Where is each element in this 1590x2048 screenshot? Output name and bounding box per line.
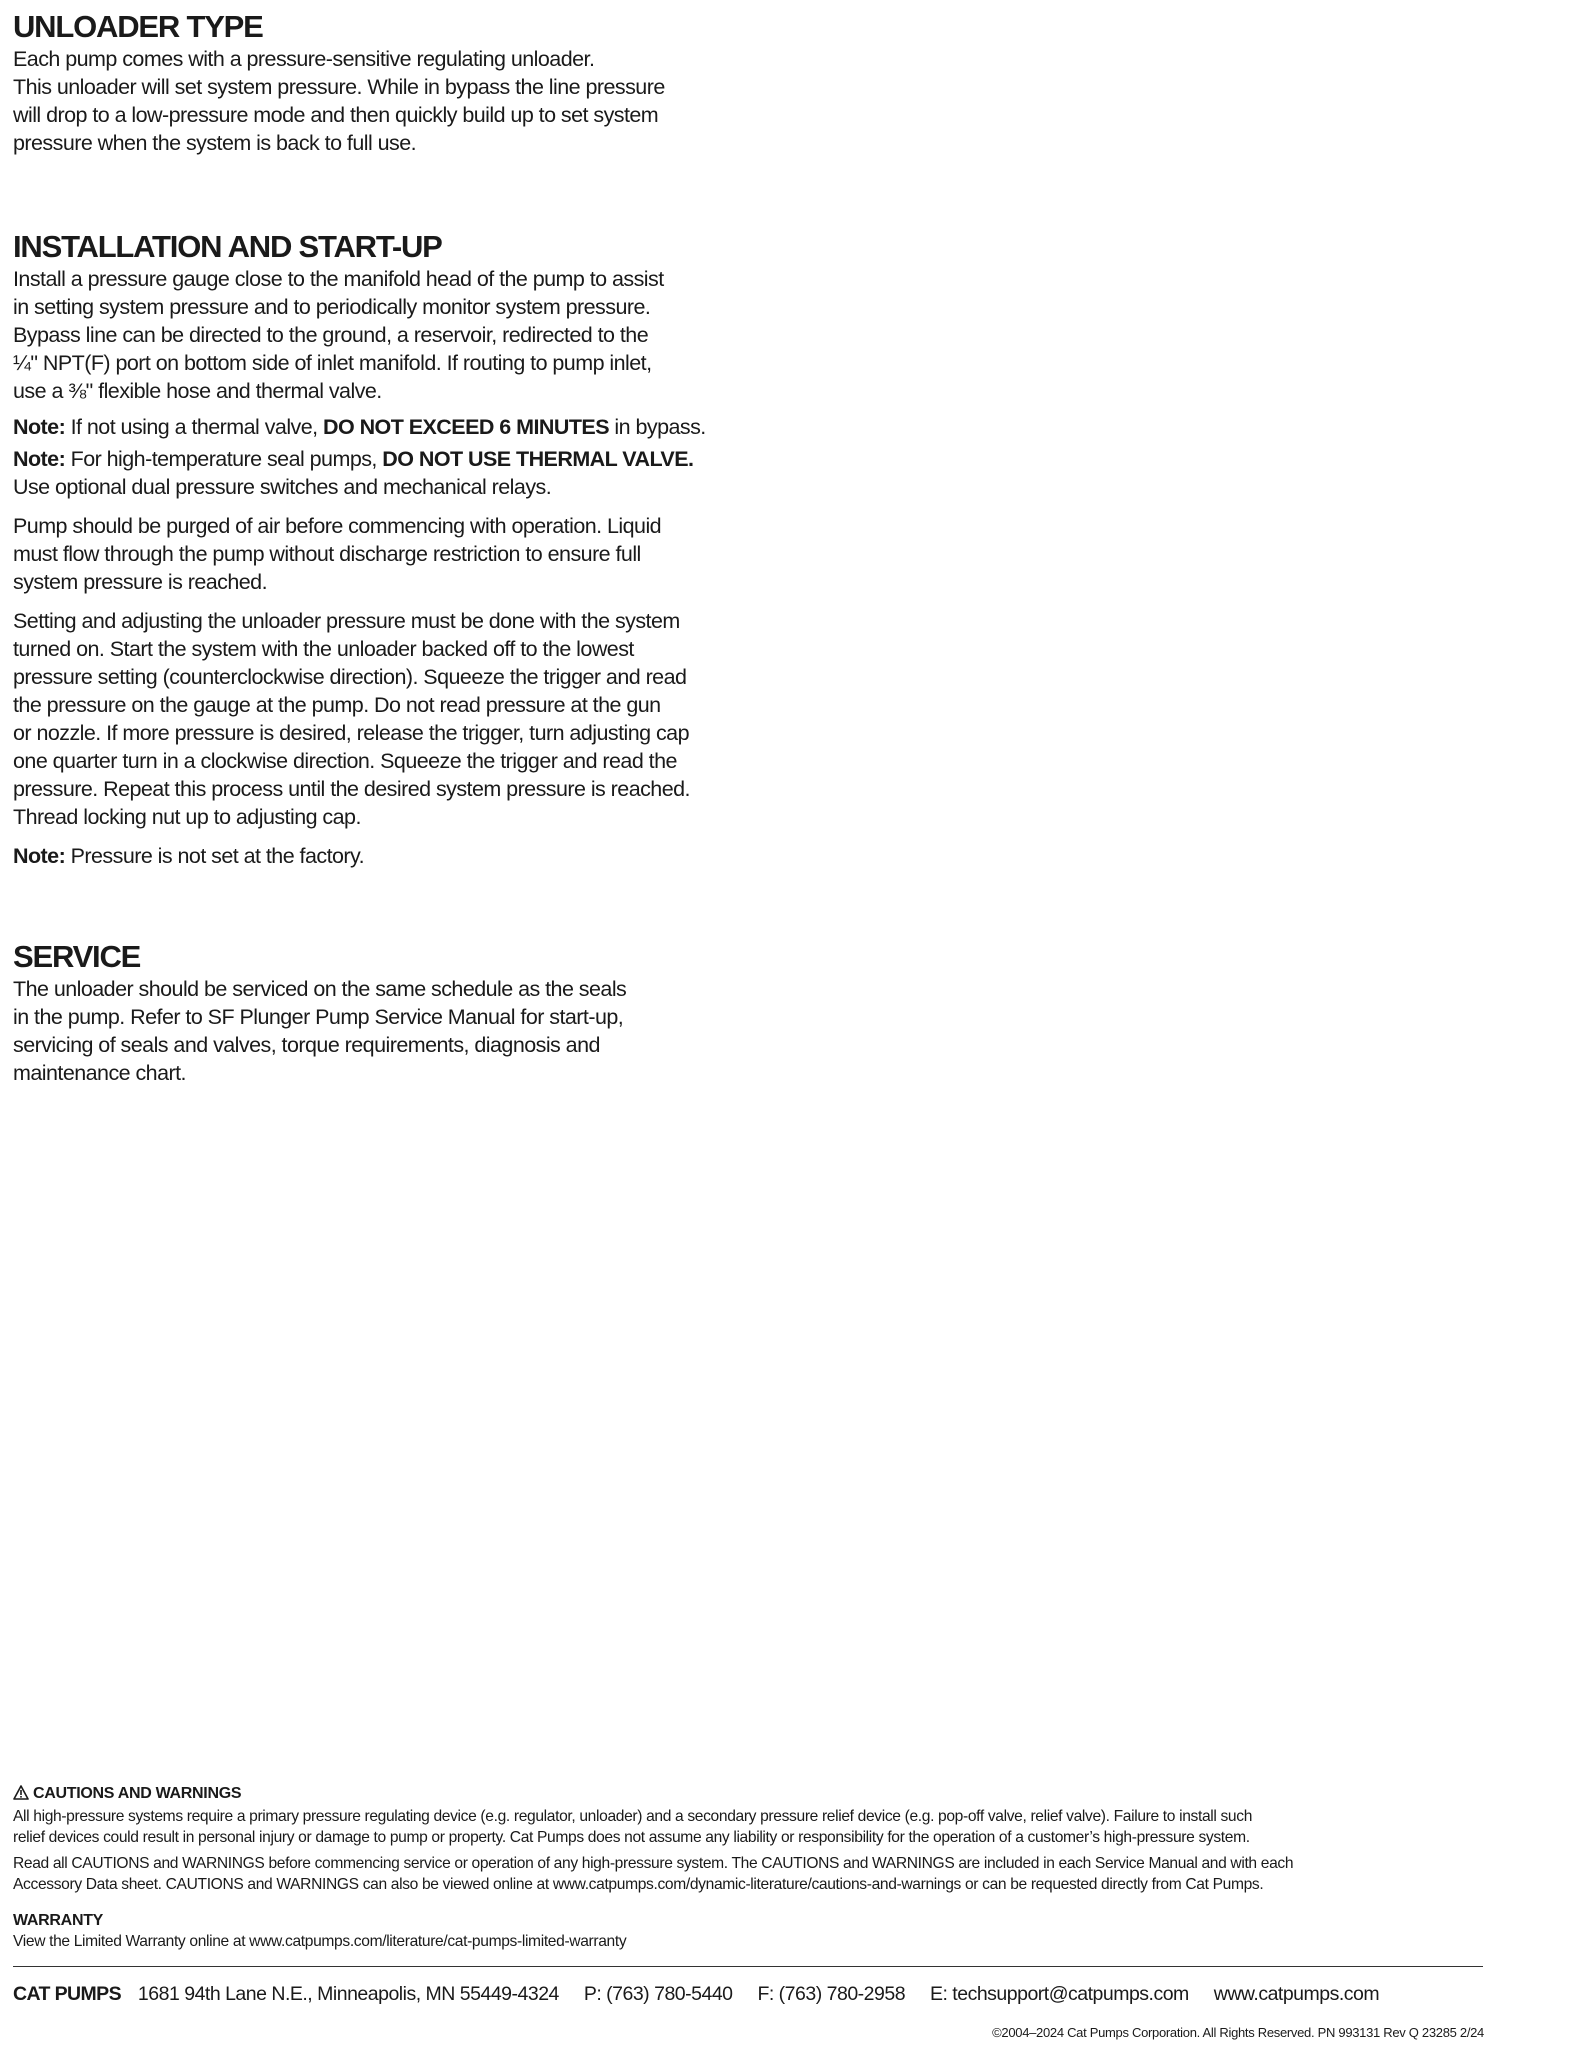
- note-text: Pressure is not set at the factory.: [65, 844, 365, 868]
- note-tail: Use optional dual pressure switches and mechanical relays.: [13, 475, 552, 499]
- cautions-paragraph-1: All high-pressure systems require a primary pressure regulating device (e.g. regulator, unloader) and a secondary pressure relief device (e.g. pop-off valve, relief valve). Failure to install such relief devices could result in personal injury or damage to pump or property. Cat Pumps does not assume any liability or responsibility for the operation of a customer’s high-pressure system.: [13, 1808, 1253, 1846]
- installation-intro: Install a pressure gauge close to the manifold head of the pump to assist in setting system pressure and to periodically monitor system pressure. Bypass line can be directed to the ground, a reservoir, redirected to the ¼" NPT(F) port on bottom side of inlet manifold. If routing to pump inlet, use a ⅜" flexible hose and thermal valve.: [13, 267, 664, 403]
- note-label: Note:: [13, 844, 66, 868]
- note-label: Note:: [13, 415, 66, 439]
- setting-paragraph: Setting and adjusting the unloader pressure must be done with the system turned on. Start the system with the unloader backed off to the lowest pressure setting (counterclockwise direction). Squeeze the trigger and read the pressure on the gauge at the pump. Do not read pressure at the gun or nozzle. If more pressure is desired, release the trigger, turn adjusting cap one quarter turn in a clockwise direction. Squeeze the trigger and read the pressure. Repeat this process until the desired system pressure is reached. Thread locking nut up to adjusting cap.: [13, 609, 690, 829]
- copyright-notice: ©2004–2024 Cat Pumps Corporation. All Rights Reserved. PN 993131 Rev Q 23285 2/24: [992, 2025, 1484, 2040]
- address: 1681 94th Lane N.E., Minneapolis, MN 55449-4324: [137, 1983, 559, 2005]
- purge-paragraph: Pump should be purged of air before commencing with operation. Liquid must flow through the pump without discharge restriction to ensure full system pressure is reached.: [13, 514, 662, 594]
- note-emphasis: DO NOT USE THERMAL VALVE.: [382, 447, 694, 471]
- note-high-temp: [13, 445, 733, 501]
- note-tail: in bypass.: [609, 415, 706, 439]
- brand-name: CAT PUMPS: [13, 1983, 121, 2005]
- website-link[interactable]: www.catpumps.com: [1213, 1983, 1380, 2005]
- installation-section: [13, 229, 733, 870]
- service-heading: SERVICE: [13, 939, 141, 974]
- warranty-text: View the Limited Warranty online at www.catpumps.com/literature/cat-pumps-limited-warranty: [13, 1933, 627, 1950]
- cautions-heading-row: [13, 1784, 1483, 1806]
- cautions-section: [13, 1784, 1483, 1895]
- cautions-paragraph-2: Read all CAUTIONS and WARNINGS before commencing service or operation of any high-pressure system. The CAUTIONS and WARNINGS are included in each Service Manual and with each Accessory Data sheet. CAUTIONS and WARNINGS can also be viewed online at www.catpumps.com/dynamic-literature/cautions-and-warnings or can be requested directly from Cat Pumps.: [13, 1855, 1294, 1893]
- note-text: If not using a thermal valve,: [65, 415, 323, 439]
- warranty-section: [13, 1911, 1483, 1952]
- note-emphasis: DO NOT EXCEED 6 MINUTES: [323, 415, 609, 439]
- phone: P: (763) 780-5440: [583, 1983, 733, 2005]
- unloader-type-section: [13, 9, 733, 157]
- contact-bar: [13, 1982, 1379, 2006]
- note-label: Note:: [13, 447, 66, 471]
- warning-triangle-icon: [13, 1785, 29, 1806]
- footer-divider: [13, 1966, 1483, 1967]
- note-thermal-valve: [13, 413, 733, 441]
- fax: F: (763) 780-2958: [757, 1983, 906, 2005]
- cautions-heading: CAUTIONS AND WARNINGS: [33, 1785, 242, 1802]
- service-section: [13, 939, 733, 1087]
- email-link[interactable]: E: techsupport@catpumps.com: [929, 1983, 1189, 2005]
- unloader-type-body: Each pump comes with a pressure-sensitive regulating unloader. This unloader will set system pressure. While in bypass the line pressure will drop to a low-pressure mode and then quickly build up to set system pressure when the system is back to full use.: [13, 47, 665, 155]
- note-factory: [13, 842, 733, 870]
- unloader-type-heading: UNLOADER TYPE: [13, 9, 263, 44]
- service-body: The unloader should be serviced on the same schedule as the seals in the pump. Refer to SF Plunger Pump Service Manual for start-up, servicing of seals and valves, torque requirements, diagnosis and maintenance chart.: [13, 977, 627, 1085]
- warranty-heading: WARRANTY: [13, 1912, 104, 1929]
- installation-heading: INSTALLATION AND START-UP: [13, 229, 442, 264]
- note-text: For high-temperature seal pumps,: [65, 447, 383, 471]
